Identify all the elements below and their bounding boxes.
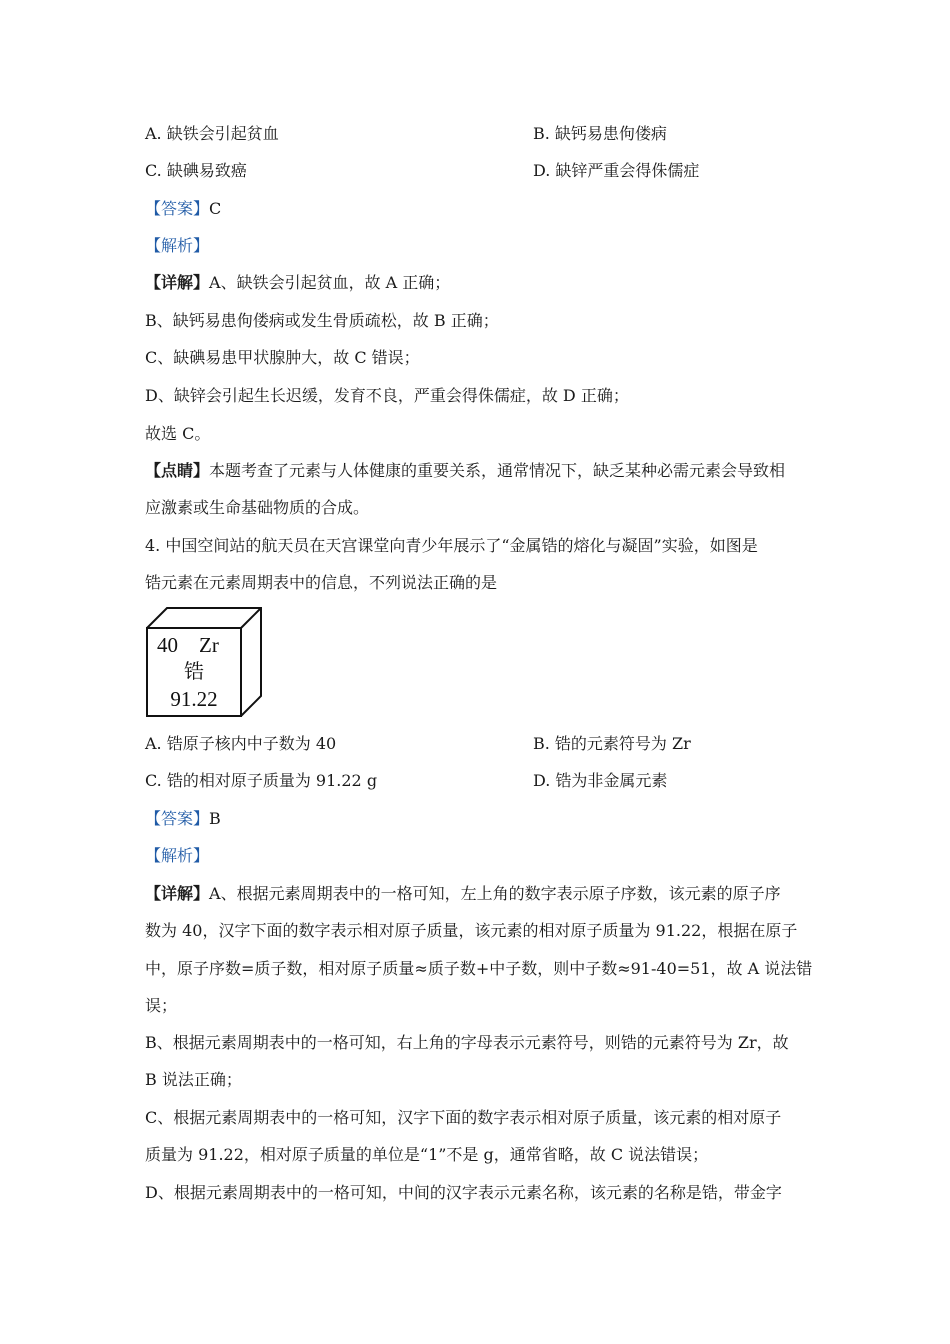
q4-detail-line-2: 数为 40，汉字下面的数字表示相对原子质量，该元素的相对原子质量为 91.22，根据在原子 [145,921,798,940]
q4-detail-text: A、根据元素周期表中的一格可知，左上角的数字表示原子序数，该元素的原子序 [209,884,781,903]
q4-stem-line-2: 锆元素在元素周期表中的信息，不列说法正确的是 [145,573,498,592]
q3-comment-line-2: 应激素或生命基础物质的合成。 [145,498,370,517]
detail-tag: 【详解】 [145,884,210,903]
element-atomic-mass: 91.22 [170,687,218,711]
q3-comment-text: 本题考查了元素与人体健康的重要关系，通常情况下，缺乏某种必需元素会导致相 [209,461,786,480]
q3-detail-text: A、缺铁会引起贫血，故 A 正确； [209,273,451,292]
element-name: 锆 [184,659,204,683]
q4-answer-line [145,809,221,829]
answer-tag: 【答案】 [145,199,210,218]
q3-conclusion: 故选 C。 [145,424,211,443]
answer-tag: 【答案】 [145,809,210,828]
q4-detail-line-8: 质量为 91.22，相对原子质量的单位是“1”不是 g，通常省略，故 C 说法错误； [145,1145,709,1164]
q3-option-d: D. 缺锌严重会得侏儒症 [533,161,700,180]
q3-option-c: C. 缺碘易致癌 [145,161,247,180]
q4-option-b: B. 锆的元素符号为 Zr [533,734,691,753]
q3-detail-line-1 [145,273,450,293]
q3-answer-line [145,199,221,219]
q3-option-a: A. 缺铁会引起贫血 [145,124,279,143]
q4-detail-line-6: B 说法正确； [145,1070,242,1089]
q4-detail-line-7: C、根据元素周期表中的一格可知，汉字下面的数字表示相对原子质量，该元素的相对原子 [145,1108,782,1127]
q3-option-b: B. 缺钙易患佝偻病 [533,124,667,143]
q4-detail-line-1 [145,884,781,904]
q3-answer: C [209,199,222,218]
detail-tag: 【详解】 [145,273,210,292]
element-cell-figure [145,606,263,718]
q4-answer: B [209,809,221,828]
q3-detail-line-4: D、缺锌会引起生长迟缓，发育不良，严重会得侏儒症，故 D 正确； [145,386,629,405]
q4-detail-line-4: 误； [145,996,178,1015]
q4-option-a: A. 锆原子核内中子数为 40 [145,734,337,753]
q4-detail-line-9: D、根据元素周期表中的一格可知，中间的汉字表示元素名称，该元素的名称是锆，带金字 [145,1183,782,1202]
element-atomic-number: 40 [157,633,178,657]
element-cell-top-edge [241,608,261,628]
q4-detail-line-3: 中，原子序数=质子数，相对原子质量≈质子数+中子数，则中子数≈91-40=51，故 A 说法错 [145,959,813,978]
q4-detail-line-5: B、根据元素周期表中的一格可知，右上角的字母表示元素符号，则锆的元素符号为 Zr，故 [145,1033,789,1052]
q3-analysis-tag: 【解析】 [145,236,210,255]
comment-tag: 【点睛】 [145,461,210,480]
q4-option-c: C. 锆的相对原子质量为 91.22 g [145,771,378,790]
element-symbol: Zr [199,633,219,657]
q3-detail-line-2: B、缺钙易患佝偻病或发生骨质疏松，故 B 正确； [145,311,499,330]
q4-option-d: D. 锆为非金属元素 [533,771,668,790]
q4-stem-line-1: 4. 中国空间站的航天员在天宫课堂向青少年展示了“金属锆的熔化与凝固”实验，如图是 [145,536,758,555]
q3-comment-line-1 [145,461,785,481]
q4-analysis-tag: 【解析】 [145,846,210,865]
q3-detail-line-3: C、缺碘易患甲状腺肿大，故 C 错误； [145,348,420,367]
